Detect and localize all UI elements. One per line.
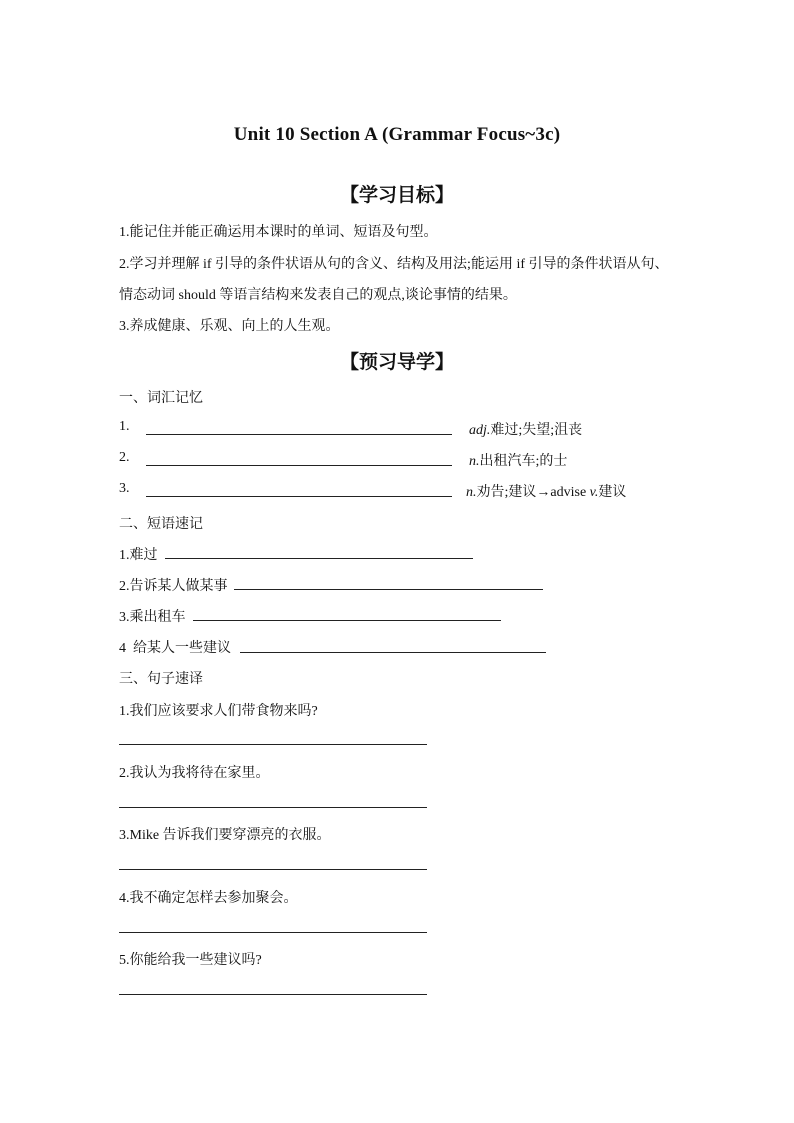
phrase-item-2: 2.告诉某人做某事 — [119, 579, 228, 594]
phrases-label: 二、短语速记 — [119, 517, 203, 532]
sentence-answer-line-1[interactable] — [119, 744, 427, 745]
objective-item-1: 1.能记住并能正确运用本课时的单词、短语及句型。 — [119, 225, 438, 240]
sentence-answer-line-5[interactable] — [119, 994, 427, 995]
section-heading-objectives: 【学习目标】 — [339, 185, 454, 206]
phrase-answer-line-2[interactable] — [234, 589, 543, 590]
sentence-answer-line-4[interactable] — [119, 932, 427, 933]
vocab-num-2: 2. — [119, 450, 130, 465]
vocab-meaning-text-1: 难过;失望;沮丧 — [490, 423, 583, 438]
objective-item-3: 3.养成健康、乐观、向上的人生观。 — [119, 319, 340, 334]
sentence-item-1: 1.我们应该要求人们带食物来吗? — [119, 704, 318, 719]
vocab-meaning-text-2: 出租汽车;的士 — [479, 454, 568, 469]
vocab-meaning-2 — [469, 450, 567, 470]
vocab-meaning-3 — [466, 481, 626, 501]
objective-item-2-cont: 情态动词 should 等语言结构来发表自己的观点,谈论事情的结果。 — [119, 288, 517, 303]
vocab-meaning-1 — [469, 419, 582, 439]
objective-item-2: 2.学习并理解 if 引导的条件状语从句的含义、结构及用法;能运用 if 引导的条件状语从句、 — [119, 257, 669, 272]
vocab-pos-3: n. — [466, 485, 477, 500]
vocab-pos-1: adj. — [469, 423, 491, 438]
sentence-item-2: 2.我认为我将待在家里。 — [119, 766, 270, 781]
phrase-item-4: 4 给某人一些建议 — [119, 641, 231, 656]
page-title: Unit 10 Section A (Grammar Focus~3c) — [233, 124, 561, 145]
phrase-answer-line-1[interactable] — [165, 558, 473, 559]
vocab-num-1: 1. — [119, 419, 130, 434]
vocab-answer-line-3[interactable] — [146, 496, 452, 497]
vocab-answer-line-2[interactable] — [146, 465, 452, 466]
phrase-answer-line-4[interactable] — [240, 652, 546, 653]
sentence-item-5: 5.你能给我一些建议吗? — [119, 953, 262, 968]
phrase-item-3: 3.乘出租车 — [119, 610, 186, 625]
sentence-answer-line-3[interactable] — [119, 869, 427, 870]
sentence-item-4: 4.我不确定怎样去参加聚会。 — [119, 891, 298, 906]
sentence-answer-line-2[interactable] — [119, 807, 427, 808]
phrase-answer-line-3[interactable] — [193, 620, 501, 621]
vocab-label: 一、词汇记忆 — [119, 391, 203, 406]
vocab-extra-3: 建议 — [598, 485, 627, 500]
vocab-meaning-text-3: 劝告;建议→advise — [476, 485, 590, 500]
sentences-label: 三、句子速译 — [119, 672, 203, 687]
phrase-item-1: 1.难过 — [119, 548, 158, 563]
vocab-answer-line-1[interactable] — [146, 434, 452, 435]
sentence-item-3: 3.Mike 告诉我们要穿漂亮的衣服。 — [119, 828, 331, 843]
vocab-pos-2: n. — [469, 454, 480, 469]
vocab-extra-pos-3: v. — [589, 485, 599, 500]
vocab-num-3: 3. — [119, 481, 130, 496]
section-heading-preview: 【预习导学】 — [339, 352, 454, 373]
